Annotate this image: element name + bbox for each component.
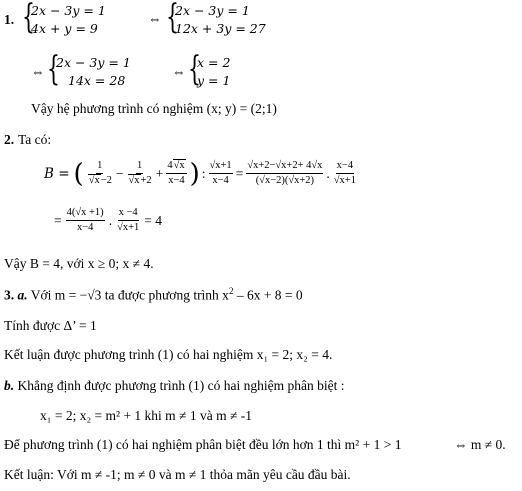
equiv-symbol: ⇔ [31,64,45,79]
fraction-3: $\frac{4√x}{x-4}$ [167,160,185,186]
part3-a-text: Với m = −√3 ta được phương trình x [30,287,229,303]
plus-op: + [155,165,164,181]
fraction-2: $\frac{1}{√x+2}$ [128,160,152,186]
part1-label: 1. [4,12,15,27]
minus-op: − [115,165,124,181]
result-value: = 4 [144,212,162,228]
dot-op: . [108,212,113,228]
sys4-eq1: x = 2 [197,55,231,70]
part3-a-line: 3. a. Với m = −√3 ta được phương trình $x^2 - 6x + 8 = 0$ [4,286,303,303]
fraction-8: $\frac{x -4}{√x+1}$ [117,207,140,233]
part2-conclusion: Vậy B = 4, với x ≥ 0; x ≠ 4. [4,256,154,271]
part1-conclusion: Vậy hệ phương trình có nghiệm (x; y) = (2;1) [31,101,277,116]
brace-sys4: { [188,49,201,89]
part3-a-label: a. [17,287,28,303]
brace-sys3: { [47,49,60,89]
part3-b-label: b. [4,378,15,393]
part3-b-line [4,378,344,394]
delta-line: Tính được Δ’ = 1 [4,318,97,333]
brace-sys1: { [22,0,35,37]
dot-op: . [326,165,330,181]
fraction-6: $\frac{x-4}{√x+1}$ [333,160,356,186]
sys3-eq2: 14x = 28 [68,73,126,88]
equals-op: = [235,165,244,181]
fraction-7: $\frac{4(√x +1)}{x-4}$ [66,207,104,233]
fraction-1: $\frac{1}{√x-2}$ [88,160,112,186]
sys2-eq2: 12x + 3y = 27 [175,21,266,36]
part2-intro: Ta có: [18,132,52,147]
part3-a-conclusion: Kết luận được phương trình (1) có hai nghiệm x₁ = 2; x₂ = 4. [4,347,333,362]
B-label: B = [44,165,70,182]
roots-line: x₁ = 2; x₂ = m² + 1 khi m ≠ 1 và m ≠ -1 [40,408,252,423]
simplification-line [54,207,162,234]
fraction-4: $\frac{√x+1}{x-4}$ [209,160,232,186]
sys4-eq2: y = 1 [197,73,231,88]
sys3-eq1: 2x − 3y = 1 [56,55,131,70]
equiv-symbol: ⇔ [148,11,162,26]
condition-result: ⇔ m ≠ 0. [454,437,506,452]
brace-sys2: { [166,0,179,37]
fraction-5: $\frac{√x+2-√x+2+ 4√x}{(√x-2)(√x+2)}$ [247,160,323,186]
sys2-eq1: 2x − 3y = 1 [175,3,250,18]
colon-op: : [201,165,206,181]
sys1-eq1: 2x − 3y = 1 [31,3,106,18]
close-paren: ) [189,158,200,189]
open-paren: ( [73,158,84,189]
part3-a-text-end: – 6x + 8 = 0 [233,287,303,303]
condition-line: Để phương trình (1) có hai nghiệm phân biệt đều lớn hơn 1 thì m² + 1 > 1 [4,437,402,452]
expression-B [44,160,358,187]
part3-b-text: Khẳng định được phương trình (1) có hai nghiệm phân biệt : [17,378,345,393]
equiv-symbol: ⇔ [172,64,186,79]
final-conclusion: Kết luận: Với m ≠ -1; m ≠ 0 và m ≠ 1 thỏa mãn yêu cầu đầu bài. [4,467,351,482]
sys1-eq2: 4x + y = 9 [31,21,98,36]
part2-label: 2. [4,132,15,147]
equals-op: = [54,212,62,228]
part3-label: 3. [4,287,15,303]
